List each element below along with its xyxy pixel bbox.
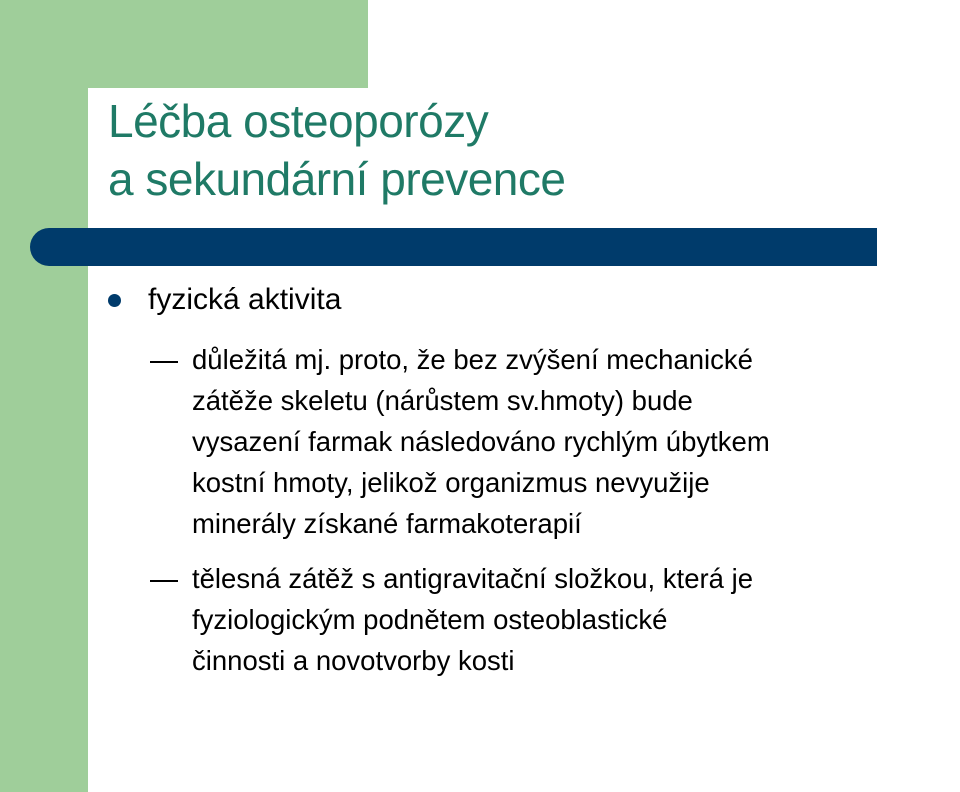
sub-bullet-line: vysazení farmak následováno rychlým úbytkem: [192, 426, 770, 457]
bullet-dot-icon: [108, 294, 121, 307]
sub-bullet-line: tělesná zátěž s antigravitační složkou, která je: [192, 563, 753, 594]
sub-bullet-line: důležitá mj. proto, že bez zvýšení mechanické: [192, 344, 753, 375]
title-line-2: a sekundární prevence: [108, 153, 566, 205]
sub-bullet-item: [192, 339, 770, 544]
dash-icon: [150, 580, 178, 582]
sub-bullet-line: kostní hmoty, jelikož organizmus nevyužije: [192, 467, 710, 498]
sub-bullet-line: fyziologickým podnětem osteoblastické: [192, 604, 668, 635]
bullet-item: fyzická aktivita: [148, 283, 342, 316]
sub-bullet-line: zátěže skeletu (nárůstem sv.hmoty) bude: [192, 385, 693, 416]
green-top-band: [0, 0, 368, 88]
dash-icon: [150, 361, 178, 363]
title-line-1: Léčba osteoporózy: [108, 95, 489, 147]
title-divider-bar: [30, 228, 877, 266]
sub-bullet-line: minerály získané farmakoterapií: [192, 508, 582, 539]
sub-bullet-item: [192, 558, 753, 681]
sub-bullet-line: činnosti a novotvorby kosti: [192, 645, 515, 676]
slide-title: [108, 92, 908, 208]
green-side-band: [0, 0, 88, 792]
